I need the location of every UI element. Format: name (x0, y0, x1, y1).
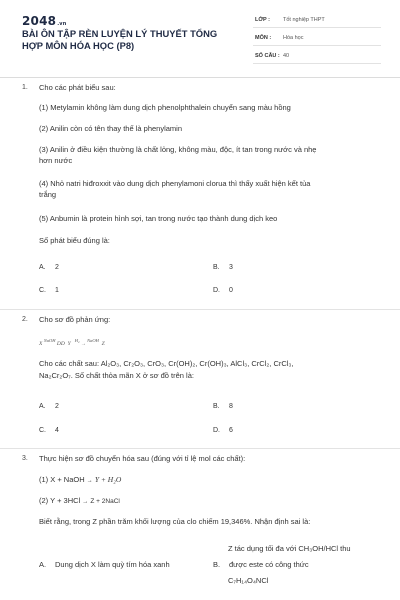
statement-1: (1) Metylamin không làm dung dịch phenolphthalein chuyển sang màu hồng (39, 103, 291, 112)
option-b[interactable] (213, 560, 309, 571)
equation-2-left: (2) Y + 3HCl (39, 496, 81, 505)
option-b-line-1: Z tác dụng tối đa với CH₃OH/HCl thu (228, 544, 351, 553)
scheme-reagent-3: NaOH (87, 338, 99, 343)
question-1 (22, 83, 384, 303)
option-b[interactable] (213, 402, 233, 413)
scheme-reagent-2: H₂ (74, 338, 80, 343)
statement-2: (2) Anilin còn có tên thay thế là phenylamin (39, 124, 183, 133)
option-text: 4 (55, 427, 59, 434)
question-line-1: Cho các chất sau: Al₂O₃, Cr₂O₃, CrO₃, Cr(OH)₂, Cr(OH)₃, AlCl₃, CrCl₂, CrCl₃, (39, 359, 294, 368)
equation-1-left: (1) X + NaOH (39, 475, 85, 484)
scheme-z: Z (101, 340, 105, 347)
statement-4-line-1: (4) Nhỏ natri hiđroxxit vào dung dịch phenylamoni clorua thì thấy xuất hiện kết tủa (39, 179, 311, 188)
meta-count-value: 40 (283, 53, 290, 59)
meta-count (253, 50, 381, 64)
option-text: 2 (55, 264, 59, 271)
option-c[interactable] (39, 286, 59, 297)
scheme-y: Y (67, 340, 71, 347)
equation-1 (39, 475, 121, 487)
option-d[interactable] (213, 286, 233, 297)
equation-1-right: Y + H₂O (94, 475, 122, 484)
scheme-dd: DD (56, 340, 65, 347)
statement-3-line-1: (3) Anilin ở điều kiện thường là chất lỏng, không màu, độc, ít tan trong nước và nhẹ (39, 145, 317, 154)
arrow-icon: → (82, 499, 89, 505)
option-b[interactable] (213, 263, 233, 274)
option-letter: C. (39, 427, 46, 434)
meta-count-label: SỐ CÂU : (255, 53, 280, 59)
meta-class-value: Tốt nghiệp THPT (283, 17, 325, 23)
exam-header (0, 0, 400, 78)
equation-2-right: Z + 2NaCl (90, 498, 120, 505)
question-info: Biết rằng, trong Z phần trăm khối lượng của clo chiếm 19,346%. Nhận định sai là: (39, 517, 311, 526)
option-text: 2 (55, 403, 59, 410)
option-letter: D. (213, 287, 220, 294)
meta-class-label: LỚP : (255, 17, 270, 23)
option-b-line-3: C₇H₁₄O₄NCl (228, 576, 269, 585)
arrow-icon: → (79, 341, 88, 347)
logo-main: 2048 (22, 14, 57, 28)
question-stem: Thực hiện sơ đồ chuyển hóa sau (đúng với tỉ lệ mol các chất): (39, 454, 246, 463)
option-text: 6 (229, 427, 233, 434)
option-text: 3 (229, 264, 233, 271)
equation-2 (39, 496, 120, 508)
reaction-scheme (39, 336, 105, 350)
option-c[interactable] (39, 426, 59, 437)
question-stem: Cho các phát biểu sau: (39, 83, 116, 92)
question-ask: Số phát biểu đúng là: (39, 236, 110, 245)
logo-sub: .vn (57, 21, 67, 27)
option-text: 8 (229, 403, 233, 410)
option-letter: A. (39, 403, 46, 410)
question-3 (22, 454, 384, 600)
meta-subject-label: MÔN : (255, 35, 272, 41)
exam-meta (253, 14, 381, 68)
option-d[interactable] (213, 426, 233, 437)
question-number: 1. (22, 84, 28, 91)
question-divider (0, 448, 400, 449)
header-divider (0, 77, 400, 78)
option-letter: B. (213, 264, 220, 271)
question-number: 3. (22, 455, 28, 462)
question-line-2: Na₂Cr₂O₇. Số chất thỏa mãn X ở sơ đồ trên là: (39, 371, 194, 380)
question-stem: Cho sơ đồ phản ứng: (39, 315, 111, 324)
option-letter: A. (39, 560, 47, 569)
option-a[interactable] (39, 402, 59, 413)
option-text: 0 (229, 287, 233, 294)
question-2 (22, 315, 384, 445)
statement-3-line-2: hơn nước (39, 156, 73, 165)
statement-4-line-2: trắng (39, 190, 57, 199)
option-letter: A. (39, 264, 46, 271)
question-divider (0, 309, 400, 310)
option-text: Dung dịch X làm quỳ tím hóa xanh (55, 560, 170, 569)
option-a[interactable] (39, 560, 170, 571)
meta-subject-value: Hóa học (283, 35, 304, 41)
exam-title: BÀI ÔN TẬP RÈN LUYỆN LÝ THUYẾT TỔNG HỢP MÔN HÓA HỌC (P8) (22, 28, 218, 51)
scheme-x: X (39, 340, 43, 347)
option-a[interactable] (39, 263, 59, 274)
site-logo[interactable] (22, 14, 67, 28)
option-letter: D. (213, 427, 220, 434)
option-text: 1 (55, 287, 59, 294)
option-b-line-2: được este có công thức (229, 560, 309, 569)
arrow-icon: → (86, 478, 93, 484)
meta-subject (253, 32, 381, 46)
option-letter: C. (39, 287, 46, 294)
question-number: 2. (22, 316, 28, 323)
meta-class (253, 14, 381, 28)
option-letter: B. (213, 560, 221, 569)
option-letter: B. (213, 403, 220, 410)
statement-5: (5) Anbumin là protein hình sợi, tan trong nước tạo thành dung dịch keo (39, 214, 278, 223)
scheme-reagent-1: NaOH (43, 338, 56, 343)
